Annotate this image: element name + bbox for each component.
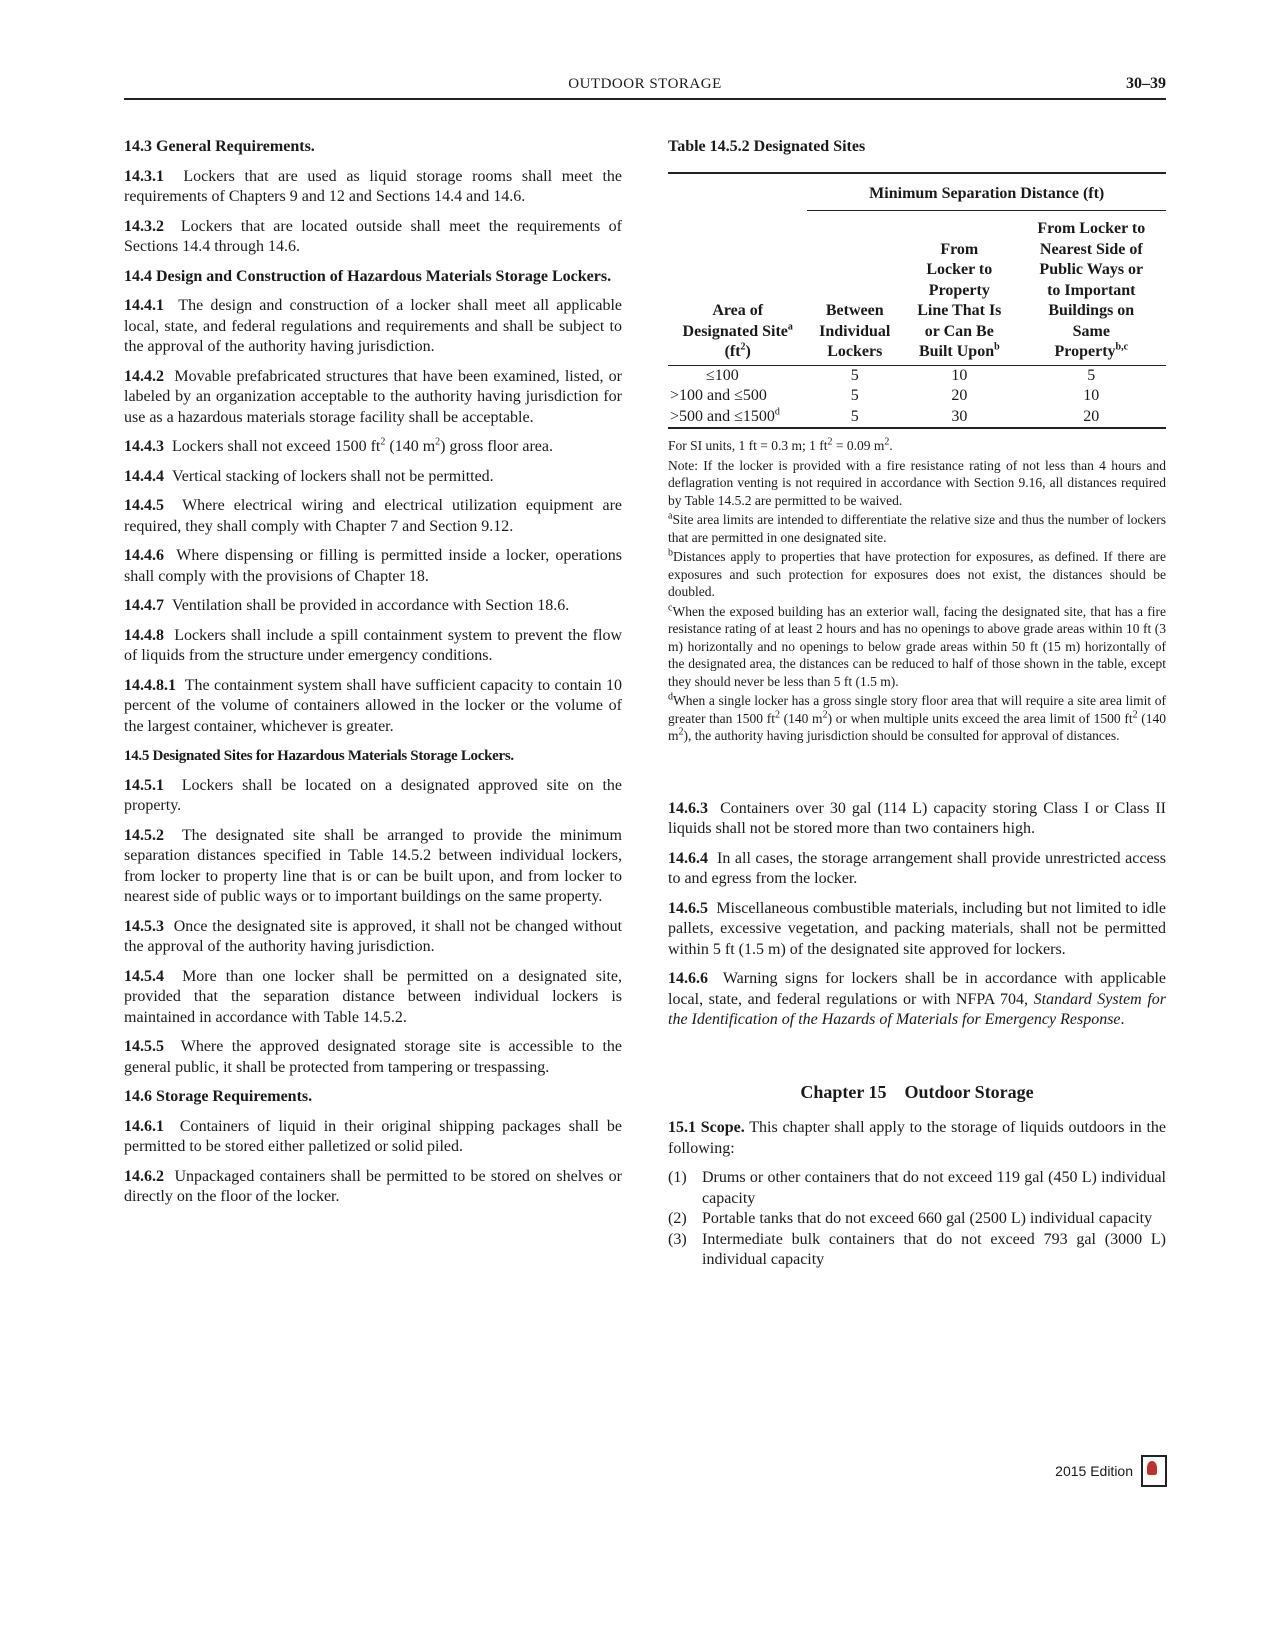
- table-header-area: [668, 211, 807, 366]
- paragraph-text: ) gross floor area.: [440, 438, 553, 455]
- note-text: = 0.09 m: [832, 438, 885, 453]
- table-cell: 10: [1083, 387, 1100, 404]
- table-row: [668, 407, 1166, 429]
- spacer: [668, 747, 1166, 799]
- right-column: [668, 137, 1166, 1271]
- paragraph-text: More than one locker shall be permitted on a designated site, provided that the separation distance between individual lockers is maintained in accordance with Table 14.5.2.: [124, 967, 623, 1026]
- header-line: Nearest Side of: [1039, 240, 1143, 258]
- table-cell: 5: [850, 387, 859, 404]
- header-line: Same: [1072, 322, 1110, 340]
- section-number: 14.4.1: [124, 297, 164, 314]
- table-group-header: Minimum Separation Distance (ft): [807, 173, 1166, 211]
- list-text: Portable tanks that do not exceed 660 gal (2500 L) individual capacity: [702, 1210, 1153, 1227]
- header-text: Designated Site: [682, 322, 788, 340]
- paragraph-text: Containers of liquid in their original shipping packages shall be permitted to be stored either palletized or solid piled.: [124, 1117, 623, 1155]
- header-text: Property: [1054, 343, 1116, 360]
- section-number: 14.4.6: [124, 547, 164, 564]
- header-line: Property: [928, 281, 990, 299]
- header-line: [1019, 342, 1164, 363]
- section-number: 14.5.2: [124, 826, 164, 844]
- footnote-mark: a: [668, 510, 673, 522]
- header-text: ): [745, 343, 751, 360]
- note-text: (140 m: [779, 710, 823, 726]
- paragraph-14-4-6: [124, 546, 622, 587]
- paragraph-14-5-2: [124, 826, 622, 908]
- header-line: to Important: [1047, 281, 1136, 299]
- paragraph-15-1: [668, 1118, 1166, 1159]
- section-number: 14.5.4: [124, 967, 164, 985]
- table-cell: 5: [850, 407, 859, 425]
- paragraph-text: Where electrical wiring and electrical utilization equipment are required, they shall comply with Chapter 7 and Section 9.12.: [124, 497, 623, 535]
- table-cell: 5: [850, 366, 859, 384]
- list-text: Intermediate bulk containers that do not exceed 793 gal (3000 L) individual capacity: [702, 1230, 1166, 1268]
- note-text: ), the authority having jurisdiction should be consulted for approval of distances.: [683, 728, 1120, 743]
- paragraph-text: Unpackaged containers shall be permitted to be stored on shelves or directly on the floor of the locker.: [124, 1167, 623, 1205]
- section-heading: 14.4 Design and Construction of Hazardous Materials Storage Lockers.: [124, 267, 612, 285]
- list-item: [668, 1209, 1166, 1230]
- header-line: Line That Is: [917, 302, 1002, 319]
- note-text: .: [889, 438, 893, 453]
- header-line: Locker to: [926, 261, 993, 278]
- table-caption: Table 14.5.2 Designated Sites: [668, 138, 866, 155]
- paragraph-text: Ventilation shall be provided in accordance with Section 18.6.: [172, 597, 570, 614]
- table-notes: [668, 437, 1166, 745]
- header-text: (ft: [724, 343, 741, 360]
- superscript: d: [774, 406, 780, 418]
- header-line: Individual: [819, 322, 891, 340]
- table-header-between: [807, 211, 902, 366]
- section-number: 14.4.4: [124, 467, 164, 485]
- general-note: Note: If the locker is provided with a fire resistance rating of not less than 4 hours and deflagration venting is not required in accordance with Section 9.16, all distances required by Table 14.5.2 are permitted to be waived.: [668, 457, 1166, 508]
- page-number: 30–39: [1126, 75, 1166, 92]
- section-number: 14.4.8: [124, 626, 164, 644]
- nfpa-logo-icon: [1141, 1455, 1167, 1487]
- section-number: 14.3.1: [124, 167, 164, 185]
- table-cell: 5: [1087, 366, 1096, 384]
- table-cell: [668, 407, 807, 429]
- paragraph-text: Miscellaneous combustible materials, including but not limited to idle pallets, excessive vegetation, and packing materials, shall not be permitted within 5 ft (1.5 m) of the designated site approved for lockers.: [668, 899, 1166, 958]
- header-line: [670, 342, 805, 363]
- paragraph-text: Where dispensing or filling is permitted inside a locker, operations shall comply with the provisions of Chapter 18.: [124, 547, 622, 585]
- edition-label: 2015 Edition: [1055, 1463, 1133, 1479]
- list-number: (3): [668, 1230, 687, 1248]
- running-title: OUTDOOR STORAGE: [568, 76, 722, 92]
- paragraph-text: Containers over 30 gal (114 L) capacity storing Class I or Class II liquids shall not be stored more than two containers high.: [668, 799, 1167, 837]
- table-cell: 10: [951, 366, 968, 384]
- section-number: 14.4.3: [124, 438, 164, 455]
- paragraph-text: Once the designated site is approved, it shall not be changed without the approval of the authority having jurisdiction.: [124, 917, 623, 955]
- note-text: (140 m: [668, 710, 1166, 743]
- table-cell: [668, 386, 807, 407]
- note-text: When the exposed building has an exterior wall, facing the designated site, that has a fire resistance rating of at least 2 hours and has no openings to above grade areas within 10 ft (3 m) horizontally and no openings to below grade areas within 50 ft (15 m) horizontally of the designated area, the distances can be reduced to half of those shown in the table, except they should never be less than 5 ft (1.5 m).: [668, 603, 1166, 689]
- paragraph-text: The containment system shall have sufficient capacity to contain 10 percent of the volume of containers allowed in the locker or the volume of the largest container, whichever is greater.: [124, 676, 623, 735]
- paragraph-14-6-1: [124, 1117, 622, 1158]
- paragraph-14-4-3: [124, 437, 622, 458]
- designated-sites-table: [668, 172, 1166, 430]
- table-header-empty: [668, 173, 807, 211]
- section-number: 14.6.2: [124, 1167, 164, 1185]
- cell-text: >500 and ≤1500: [670, 407, 775, 425]
- list-number: (1): [668, 1169, 687, 1186]
- paragraph-14-5-1: [124, 776, 622, 817]
- page-header: [124, 72, 1166, 100]
- paragraph-14-5-3: [124, 917, 622, 958]
- note-text: Distances apply to properties that have protection for exposures, as defined. If there are exposures and such protection for exposures does not exist, the distances should be doubled.: [668, 549, 1166, 599]
- list-text: Drums or other containers that do not exceed 119 gal (450 L) individual capacity: [702, 1169, 1166, 1207]
- paragraph-text: In all cases, the storage arrangement shall provide unrestricted access to and egress from the locker.: [668, 849, 1166, 887]
- section-number: 14.5.5: [124, 1038, 164, 1055]
- superscript: b: [994, 341, 1000, 353]
- superscript: 2: [1132, 709, 1138, 720]
- footnote-d: [668, 692, 1166, 745]
- header-line: [904, 342, 1015, 363]
- section-number: 14.4.2: [124, 367, 164, 385]
- superscript: 2: [740, 341, 746, 353]
- cell-text: >100 and ≤500: [670, 387, 767, 404]
- paragraph-text: .: [1120, 1011, 1125, 1028]
- section-number: 14.6.3: [668, 799, 708, 817]
- section-heading: 14.3 General Requirements.: [124, 138, 315, 155]
- header-line: Public Ways or: [1039, 261, 1144, 278]
- spacer: [668, 1040, 1166, 1082]
- footnote-mark: c: [668, 602, 673, 613]
- superscript: 2: [435, 436, 441, 448]
- header-line: Area of: [712, 302, 764, 319]
- paragraph-14-4-7: [124, 596, 622, 617]
- header-line: [670, 322, 805, 343]
- paragraph-text: Movable prefabricated structures that have been examined, listed, or labeled by an organization acceptable to the authority having jurisdiction for use as a hazardous materials storage facility shall be acceptable.: [124, 367, 622, 426]
- table-cell: 30: [951, 407, 968, 425]
- footnote-a: [668, 511, 1166, 546]
- paragraph-14-6-6: [668, 969, 1166, 1031]
- paragraph-text: Lockers shall not exceed 1500 ft: [172, 438, 381, 455]
- header-line: Lockers: [827, 343, 883, 360]
- paragraph-14-6-2: [124, 1167, 622, 1208]
- paragraph-14-6-3: [668, 799, 1166, 840]
- paragraph-14-4-8-1: [124, 676, 622, 738]
- table-row: [668, 386, 1166, 407]
- paragraph-14-4-1: [124, 296, 622, 358]
- paragraph-text: Lockers that are used as liquid storage rooms shall meet the requirements of Chapters 9 and 12 and Sections 14.4 and 14.6.: [124, 167, 623, 205]
- table-header-public-ways: [1017, 211, 1166, 366]
- footnote-b: [668, 548, 1166, 601]
- superscript: 2: [827, 436, 833, 448]
- section-number: 14.4.8.1: [124, 676, 176, 694]
- header-text: Built Upon: [918, 343, 995, 360]
- paragraph-14-5-5: [124, 1037, 622, 1078]
- paragraph-text: Lockers shall include a spill containment system to prevent the flow of liquids from the structure under emergency conditions.: [124, 626, 622, 664]
- header-line: From: [940, 240, 979, 258]
- footnote-c: [668, 603, 1166, 691]
- list-item: [668, 1230, 1166, 1271]
- paragraph-text: Where the approved designated storage site is accessible to the general public, it shall be protected from tampering or trespassing.: [124, 1038, 622, 1076]
- table-cell: 20: [1083, 407, 1100, 425]
- superscript: 2: [822, 709, 828, 720]
- paragraph-14-6-4: [668, 849, 1166, 890]
- section-number: 14.6.5: [668, 899, 708, 917]
- note-text: When a single locker has a gross single story floor area that will require a site area limit of greater than 1500 ft: [668, 693, 1166, 726]
- superscript: b,c: [1115, 341, 1129, 353]
- section-number: 14.5.1: [124, 776, 164, 794]
- superscript: 2: [678, 726, 684, 738]
- header-line: Buildings on: [1048, 302, 1135, 319]
- paragraph-14-5-4: [124, 967, 622, 1029]
- footnote-mark: d: [668, 691, 673, 703]
- paragraph-text: The design and construction of a locker shall meet all applicable local, state, and federal regulations and requirements and shall be subject to the approval of the authority having jurisdiction.: [124, 297, 623, 355]
- section-number: 14.6.6: [668, 970, 708, 987]
- header-line: Between: [825, 302, 884, 319]
- si-units-note: [668, 437, 1166, 455]
- section-heading: 14.5 Designated Sites for Hazardous Materials Storage Lockers.: [124, 748, 514, 764]
- section-heading: 14.6 Storage Requirements.: [124, 1088, 313, 1105]
- paragraph-14-4-8: [124, 626, 622, 667]
- paragraph-14-3-2: [124, 217, 622, 258]
- superscript: 2: [884, 436, 890, 448]
- note-text: ) or when multiple units exceed the area limit of 1500 ft: [827, 710, 1133, 726]
- paragraph-text: This chapter shall apply to the storage of liquids outdoors in the following:: [668, 1119, 1167, 1157]
- page-footer: [1055, 1455, 1167, 1487]
- note-text: Site area limits are intended to differentiate the relative size and thus the number of lockers that are permitted in one designated site.: [668, 512, 1166, 545]
- section-number: 14.6.4: [668, 849, 708, 867]
- section-number: 14.4.5: [124, 497, 164, 514]
- paragraph-14-4-5: [124, 496, 622, 537]
- paragraph-14-3-1: [124, 167, 622, 208]
- table-cell: 20: [951, 387, 968, 404]
- chapter-title: Chapter 15 Outdoor Storage: [800, 1081, 1034, 1102]
- footnote-mark: b: [668, 547, 673, 559]
- cell-text: ≤100: [706, 366, 739, 384]
- paragraph-14-4-2: [124, 367, 622, 429]
- paragraph-text: Vertical stacking of lockers shall not be permitted.: [172, 467, 494, 485]
- standard-title: Standard System for the Identification of the Hazards of Materials for Emergency Response: [668, 990, 1166, 1028]
- section-number: 14.4.7: [124, 597, 164, 614]
- list-item: [668, 1168, 1166, 1209]
- section-number: 14.6.1: [124, 1117, 164, 1135]
- table-header-property-line: [902, 211, 1017, 366]
- paragraph-text: Lockers shall be located on a designated approved site on the property.: [124, 776, 622, 814]
- section-number: 15.1 Scope.: [668, 1119, 745, 1136]
- table-row: [668, 365, 1166, 386]
- note-text: For SI units, 1 ft = 0.3 m; 1 ft: [668, 438, 828, 453]
- scope-list: [668, 1168, 1166, 1271]
- paragraph-text: The designated site shall be arranged to provide the minimum separation distances specified in Table 14.5.2 between individual lockers, from locker to property line that is or can be built upon, and from locker to nearest side of public ways or to important buildings on the same property.: [124, 826, 623, 905]
- superscript: a: [787, 321, 793, 333]
- paragraph-14-4-4: [124, 467, 622, 488]
- superscript: 2: [774, 709, 780, 720]
- table-cell: [668, 365, 807, 386]
- paragraph-text: (140 m: [385, 438, 436, 455]
- list-number: (2): [668, 1210, 687, 1227]
- paragraph-text: Warning signs for lockers shall be in accordance with applicable local, state, and federal regulations or with NFPA 704,: [668, 970, 1167, 1008]
- section-number: 14.3.2: [124, 217, 164, 235]
- paragraph-text: Lockers that are located outside shall meet the requirements of Sections 14.4 through 14.6.: [124, 217, 622, 255]
- header-line: From Locker to: [1037, 220, 1146, 237]
- left-column: [124, 137, 622, 1217]
- header-line: or Can Be: [924, 322, 994, 340]
- superscript: 2: [380, 436, 386, 448]
- section-number: 14.5.3: [124, 917, 164, 935]
- paragraph-14-6-5: [668, 899, 1166, 961]
